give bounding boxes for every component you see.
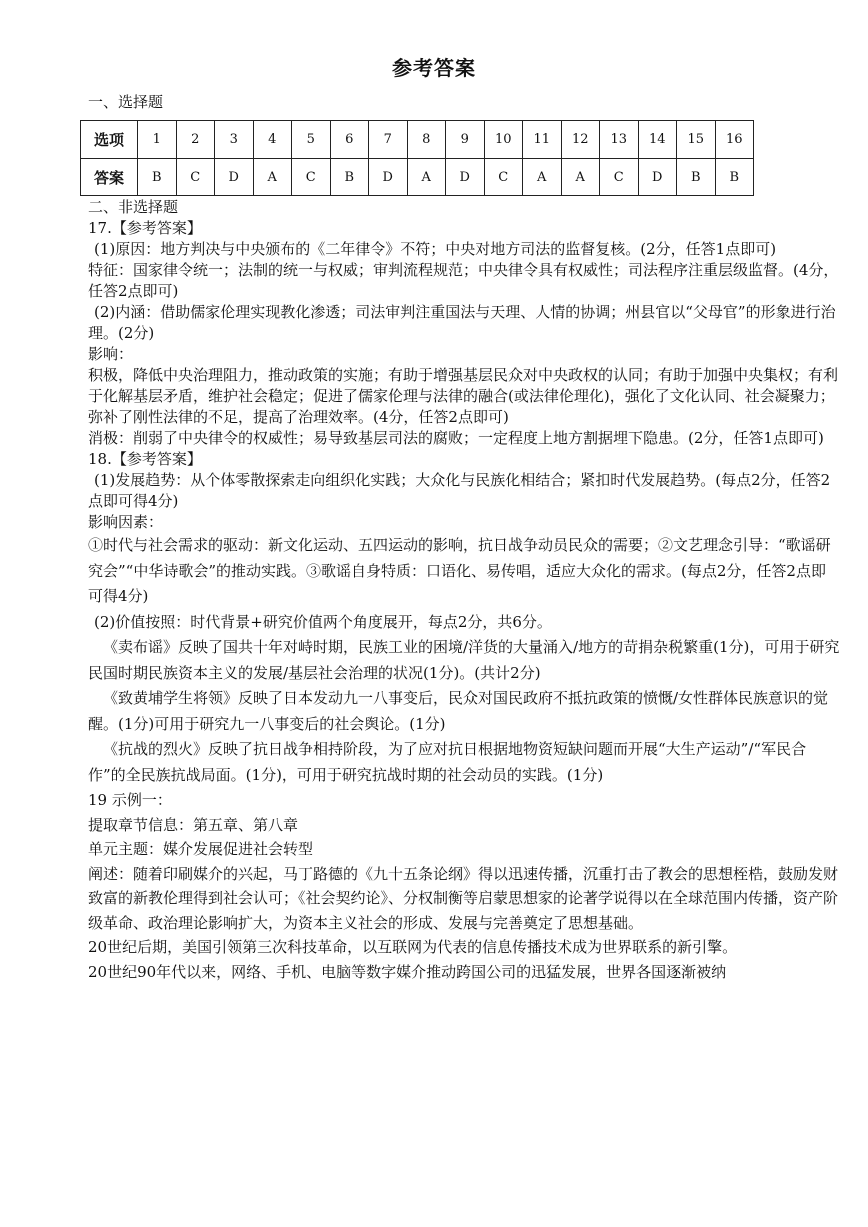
table-cell-number: 9 — [446, 121, 485, 159]
answer-paragraph: 积极，降低中央治理阻力，推动政策的实施；有助于增强基层民众对中央政权的认同；有助于加强中央集权；有利于化解基层矛盾，维护社会稳定；促进了儒家伦理与法律的融合(或法律伦理化)，强化了文化认同、社会凝聚力；弥补了刚性法律的不足，提高了治理效率。(4分，任答2点即可) — [88, 366, 839, 426]
table-cell-number: 3 — [215, 121, 254, 159]
answer-paragraph: (1)原因：地方判决与中央颁布的《二年律令》不符；中央对地方司法的监督复核。(2分，任答1点即可) — [94, 240, 777, 258]
answer-paragraph: 20世纪90年代以来，网络、手机、电脑等数字媒介推动跨国公司的迅猛发展，世界各国逐渐被纳 — [88, 962, 727, 981]
table-cell-number: 5 — [292, 121, 331, 159]
table-cell-answer: C — [292, 159, 331, 196]
table-header-answers: 答案 — [81, 159, 138, 196]
table-cell-answer: C — [600, 159, 639, 196]
table-cell-answer: A — [253, 159, 292, 196]
answer-paragraph: ①时代与社会需求的驱动：新文化运动、五四运动的影响，抗日战争动员民众的需要；②文艺理念引导：“歌谣研究会”“中华诗歌会”的推动实践。③歌谣自身特质：口语化、易传唱，适应大众化的需求。(每点2分，任答2点即可得4分) — [88, 536, 831, 605]
section-heading-nonchoice: 二、非选择题 — [88, 198, 179, 216]
question-heading: 19 示例一： — [88, 791, 172, 809]
table-cell-number: 14 — [638, 121, 677, 159]
answer-paragraph: (1)发展趋势：从个体零散探索走向组织化实践；大众化与民族化相结合；紧扣时代发展趋势。(每点2分，任答2点即可得4分) — [88, 471, 831, 510]
table-row-answers — [81, 159, 754, 196]
answer-table — [80, 120, 754, 196]
table-cell-number: 12 — [561, 121, 600, 159]
table-cell-answer: D — [369, 159, 408, 196]
answer-paragraph: 阐述：随着印刷媒介的兴起，马丁路德的《九十五条论纲》得以迅速传播，沉重打击了教会的思想桎梏，鼓励发财致富的新教伦理得到社会认可；《社会契约论》、分权制衡等启蒙思想家的论著学说得以在全球范围内传播，资产阶级革命、政治理论影响扩大，为资本主义社会的形成、发展与完善奠定了思想基础。 — [88, 864, 839, 932]
table-cell-number: 10 — [484, 121, 523, 159]
answer-paragraph: 提取章节信息：第五章、第八章 — [88, 815, 299, 834]
table-cell-answer: A — [523, 159, 562, 196]
table-cell-answer: A — [561, 159, 600, 196]
table-cell-answer: B — [715, 159, 754, 196]
table-cell-answer: D — [446, 159, 485, 196]
table-cell-number: 2 — [176, 121, 215, 159]
table-cell-number: 1 — [138, 121, 177, 159]
table-cell-answer: D — [215, 159, 254, 196]
answer-paragraph: 《卖布谣》反映了国共十年对峙时期，民族工业的困境/洋货的大量涌入/地方的苛捐杂税繁重(1分)，可用于研究民国时期民族资本主义的发展/基层社会治理的状况(1分)。(共计2分) — [88, 638, 840, 682]
answer-paragraph: 20世纪后期，美国引领第三次科技革命，以互联网为代表的信息传播技术成为世界联系的新引擎。 — [88, 938, 738, 956]
table-cell-answer: C — [176, 159, 215, 196]
answer-paragraph: 《致黄埔学生将领》反映了日本发动九一八事变后，民众对国民政府不抵抗政策的愤慨/女性群体民族意识的觉醒。(1分)可用于研究九一八事变后的社会舆论。(1分) — [88, 689, 829, 733]
table-cell-number: 7 — [369, 121, 408, 159]
table-cell-answer: B — [138, 159, 177, 196]
answer-paragraph: 单元主题：媒介发展促进社会转型 — [88, 840, 314, 858]
table-cell-answer: B — [677, 159, 716, 196]
question-heading: 17.【参考答案】 — [88, 219, 202, 237]
table-cell-answer: D — [638, 159, 677, 196]
question-heading: 18.【参考答案】 — [88, 450, 202, 468]
answer-paragraph: 《抗战的烈火》反映了抗日战争相持阶段，为了应对抗日根据地物资短缺问题而开展“大生产运动”/“军民合作”的全民族抗战局面。(1分)，可用于研究抗战时期的社会动员的实践。(1分) — [88, 740, 807, 784]
answer-paragraph: 消极：削弱了中央律令的权威性；易导致基层司法的腐败；一定程度上地方割据埋下隐患。(2分，任答1点即可) — [88, 429, 824, 447]
table-cell-number: 15 — [677, 121, 716, 159]
table-row-options — [81, 121, 754, 159]
table-cell-number: 6 — [330, 121, 369, 159]
table-cell-answer: C — [484, 159, 523, 196]
table-cell-number: 8 — [407, 121, 446, 159]
answer-paragraph: 影响因素： — [88, 513, 164, 531]
table-header-options: 选项 — [81, 121, 138, 159]
table-cell-number: 4 — [253, 121, 292, 159]
answer-paragraph: 特征：国家律令统一；法制的统一与权威；审判流程规范；中央律令具有权威性；司法程序注重层级监督。(4分，任答2点即可) — [88, 261, 839, 300]
answer-paragraph: 影响： — [88, 345, 134, 363]
answer-paragraph: (2)内涵：借助儒家伦理实现教化渗透；司法审判注重国法与天理、人情的协调；州县官以“父母官”的形象进行治理。(2分) — [88, 303, 836, 342]
answer-body — [88, 218, 840, 984]
table-cell-number: 13 — [600, 121, 639, 159]
page-title: 参考答案 — [392, 56, 476, 80]
table-cell-answer: B — [330, 159, 369, 196]
answer-paragraph: (2)价值按照：时代背景+研究价值两个角度展开，每点2分，共6分。 — [94, 612, 552, 631]
table-cell-number: 16 — [715, 121, 754, 159]
table-cell-answer: A — [407, 159, 446, 196]
table-cell-number: 11 — [523, 121, 562, 159]
section-heading-choice: 一、选择题 — [88, 93, 164, 111]
